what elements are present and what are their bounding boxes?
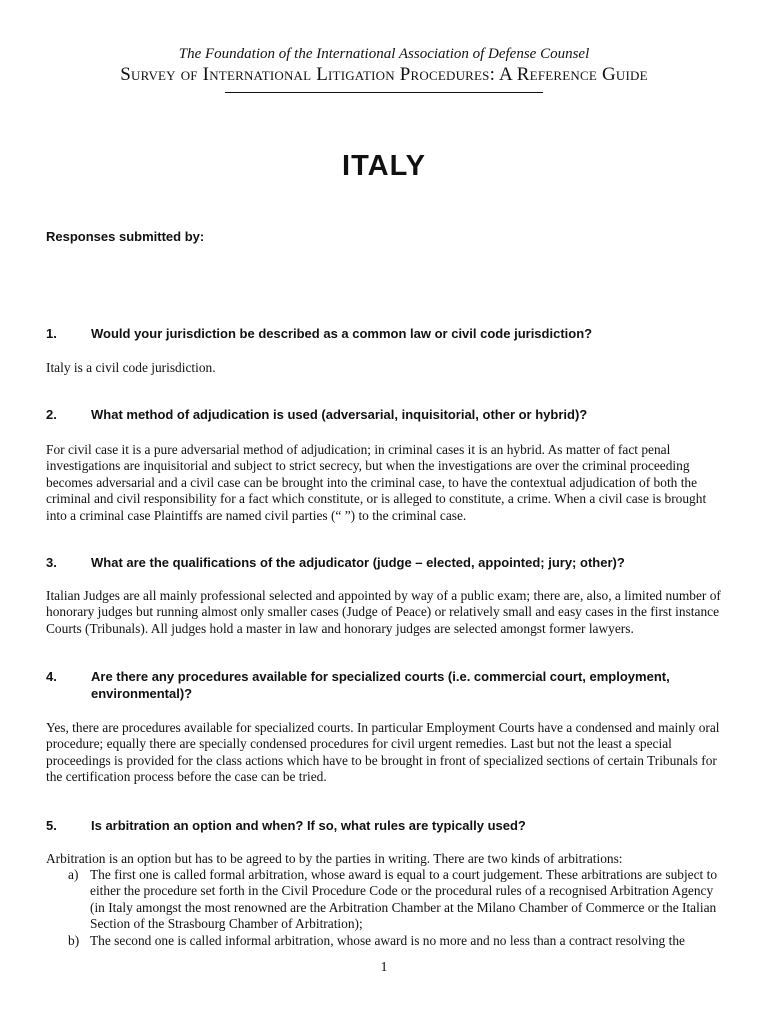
list-marker: a): [68, 867, 79, 882]
list-item-text: The first one is called formal arbitration, whose award is equal to a court judgement. These arbitrations are subject to either the procedure set forth in the Civil Procedure Code or the procedural rules of a recognised Arbitration Agency (in Italy amongst the most renowned are the Arbitration Chamber at the Milano Chamber of Commerce or the Italian Section of the Strasbourg Chamber of Arbitration);: [90, 867, 718, 932]
question-number: 5.: [46, 818, 57, 833]
question-text: What method of adjudication is used (adversarial, inquisitorial, other or hybrid)?: [91, 407, 588, 422]
question-number: 4.: [46, 669, 57, 684]
arbitration-list: [46, 867, 726, 949]
question-3: [46, 554, 726, 571]
list-item: [46, 867, 726, 933]
question-text: What are the qualifications of the adjudicator (judge – elected, appointed; jury; other)?: [91, 555, 625, 570]
question-1: [46, 325, 726, 342]
question-4: [46, 668, 726, 702]
list-marker: b): [68, 932, 80, 948]
question-number: 2.: [46, 407, 57, 422]
answer-4: Yes, there are procedures available for specialized courts. In particular Employment Courts have a condensed and mainly oral procedure; equally there are specially condensed procedures for civil urgent remedies. Last but not the least a special proceedings is provided for the class actions which have to be brought in front of specialized sections of certain Tribunals for the certification process before the case can be tried.: [46, 720, 720, 785]
question-number: 3.: [46, 555, 57, 570]
answer-2: For civil case it is a pure adversarial method of adjudication; in criminal cases it is an hybrid. As matter of fact penal investigations are inquisitorial and subject to strict secrecy, but when the investigations are over the criminal proceeding becomes adversarial and a civil case can be brought into the criminal case, to have the contextual adjudication of both the criminal and civil responsibility for a fact which constitute, or is alleged to constitute, a crime. When a civil case is brought into a criminal case Plaintiffs are named civil parties (“ ”) to the criminal case.: [46, 442, 707, 523]
question-2: [46, 406, 726, 423]
submitted-by-label: Responses submitted by:: [46, 229, 205, 244]
answer-5: Arbitration is an option but has to be agreed to by the parties in writing. There are two kinds of arbitrations:: [46, 851, 623, 866]
survey-title-text: Survey of International Litigation Procedures: A Reference Guide: [120, 64, 648, 85]
answer-3: Italian Judges are all mainly professional selected and appointed by way of a public exam; there are, also, a limited number of honorary judges but running almost only smaller cases (Judge of Peace) or relatively small and easy cases in the first instance Courts (Tribunals). All judges hold a master in law and honorary judges are selected amongst former lawyers.: [46, 588, 721, 636]
list-item: [46, 933, 726, 949]
page-number: 1: [380, 960, 388, 975]
country-heading: ITALY: [342, 150, 426, 182]
question-number: 1.: [46, 326, 57, 341]
survey-title: [0, 64, 768, 86]
question-5: [46, 817, 726, 834]
question-text: Is arbitration an option and when? If so, what rules are typically used?: [91, 818, 526, 833]
header-rule: [225, 92, 543, 93]
question-text: Would your jurisdiction be described as a common law or civil code jurisdiction?: [91, 326, 593, 341]
list-item-text: The second one is called informal arbitration, whose award is no more and no less than a contract resolving the: [90, 932, 685, 948]
question-text: Are there any procedures available for specialized courts (i.e. commercial court, employment, environmental)?: [91, 669, 670, 701]
foundation-title: The Foundation of the International Association of Defense Counsel: [178, 46, 590, 62]
answer-1: Italy is a civil code jurisdiction.: [46, 360, 216, 375]
